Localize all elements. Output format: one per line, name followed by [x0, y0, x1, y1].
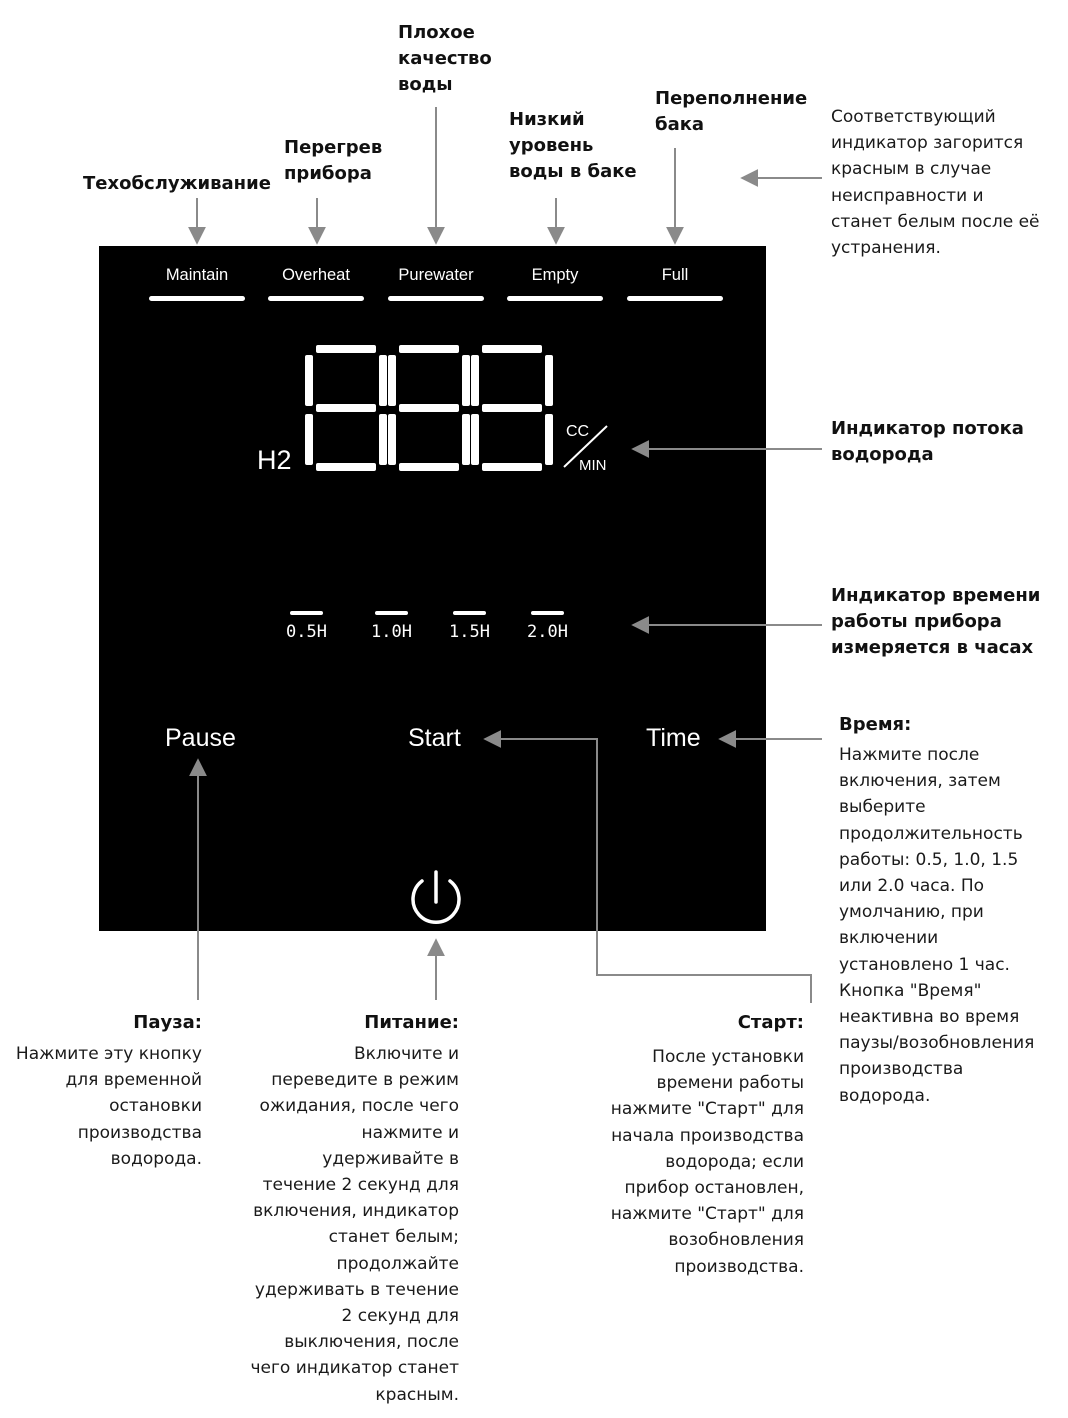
digit-segment — [388, 414, 396, 465]
digit-segment — [316, 404, 376, 412]
pause-help-line: остановки — [109, 1096, 202, 1117]
label-purewater-line: качество — [398, 48, 492, 69]
power-help-line: ожидания, после чего — [259, 1096, 459, 1117]
flow-title-line: водорода — [831, 444, 934, 465]
power-help-line: переведите в режим — [271, 1070, 459, 1091]
hour-option-2-0[interactable]: 2.0H — [527, 622, 568, 642]
time-help-line: Кнопка "Время" — [839, 980, 982, 1001]
hour-option-0-5[interactable]: 0.5H — [286, 622, 327, 642]
time-help-line: включения, затем — [839, 771, 1001, 792]
pause-button[interactable]: Pause — [165, 724, 236, 752]
power-help-line: красным. — [375, 1384, 459, 1405]
digit-segment — [482, 404, 542, 412]
label-maintain-text: Техобслуживание — [83, 173, 271, 194]
start-help-line: После установки — [652, 1047, 804, 1067]
indicator-purewater[interactable]: Purewater — [398, 266, 474, 284]
power-help-title: Питание: — [364, 1012, 459, 1033]
digit-segment — [482, 463, 542, 471]
start-help-line: водорода; если — [665, 1151, 804, 1172]
power-help-line: выключения, после — [284, 1332, 459, 1353]
seven-segment-display — [305, 345, 553, 471]
label-purewater-line: воды — [398, 74, 453, 95]
indicator-full[interactable]: Full — [661, 266, 689, 284]
start-help-line: производства. — [674, 1256, 804, 1277]
time-help-line: умолчанию, при — [839, 902, 984, 923]
power-help-text — [250, 1041, 459, 1408]
start-help-line: нажмите "Старт" для — [610, 1204, 804, 1225]
fault-note-line: индикатор загорится — [831, 133, 1024, 154]
digit-segment — [399, 404, 459, 412]
digit-segment — [545, 355, 553, 406]
label-empty-line: Низкий — [509, 109, 585, 130]
hour-option-1-5[interactable]: 1.5H — [449, 622, 490, 642]
start-help-line: начала производства — [611, 1125, 804, 1146]
hours-indicator-title — [831, 583, 1040, 661]
time-help-title: Время: — [839, 714, 912, 735]
hours-title-line: работы прибора — [831, 611, 1002, 632]
time-help-line: водорода. — [839, 1085, 931, 1106]
digit-segment — [545, 414, 553, 465]
digit-segment — [399, 463, 459, 471]
digit-segment — [471, 414, 479, 465]
label-empty-line: уровень — [509, 135, 594, 156]
time-help-line: неактивна во время — [839, 1007, 1020, 1028]
time-help-line: установлено 1 час. — [839, 954, 1010, 975]
pause-help-line: водорода. — [110, 1148, 202, 1169]
power-help-line: удерживать в течение — [254, 1279, 459, 1300]
time-help-line: или 2.0 часа. По — [839, 876, 985, 897]
power-help-line: нажмите и — [361, 1122, 459, 1143]
label-overheat-line: прибора — [284, 163, 372, 184]
time-help-line: производства — [839, 1059, 964, 1080]
digit-segment — [462, 355, 470, 406]
pause-help-line: для временной — [65, 1070, 202, 1091]
start-help-line: времени работы — [656, 1073, 804, 1094]
digit-segment — [379, 355, 387, 406]
digit-segment — [305, 355, 313, 406]
power-help-line: включения, индикатор — [253, 1201, 459, 1222]
hours-title-line: измеряется в часах — [831, 637, 1034, 658]
pause-help-line: производства — [77, 1122, 202, 1143]
digit-segment — [316, 463, 376, 471]
power-help-line: 2 секунд для — [341, 1306, 459, 1327]
digit-segment — [462, 414, 470, 465]
time-help-line: продолжительность — [839, 823, 1023, 844]
time-help-line: паузы/возобновления — [839, 1033, 1035, 1054]
unit-min: MIN — [579, 457, 607, 474]
flow-indicator-title — [831, 416, 1024, 468]
power-help-line: Включите и — [353, 1044, 459, 1064]
pause-help-line: Нажмите эту кнопку — [15, 1044, 202, 1064]
time-help-line: работы: 0.5, 1.0, 1.5 — [839, 849, 1019, 870]
label-full-line: Переполнение — [655, 88, 808, 109]
h2-label: H2 — [257, 445, 292, 475]
label-full-line: бака — [655, 114, 705, 135]
pause-help-title: Пауза: — [133, 1012, 202, 1033]
fault-note-line: неисправности и — [831, 185, 984, 206]
start-help-line: прибор остановлен, — [624, 1178, 804, 1199]
power-help-line: течение 2 секунд для — [262, 1175, 459, 1196]
unit-cc: CC — [566, 423, 590, 440]
start-button[interactable]: Start — [408, 724, 461, 752]
label-overheat-line: Перегрев — [284, 137, 383, 158]
fault-note-line: устранения. — [831, 238, 941, 259]
digit-segment — [471, 355, 479, 406]
start-help-title: Старт: — [737, 1012, 804, 1033]
arrow-start — [485, 739, 811, 1003]
flow-title-line: Индикатор потока — [831, 418, 1024, 439]
power-help-line: станет белым; — [328, 1227, 459, 1248]
pause-help-text — [16, 1041, 202, 1172]
digit-segment — [379, 414, 387, 465]
label-empty-line: воды в баке — [509, 161, 637, 182]
time-help-text — [839, 742, 1034, 1109]
indicator-overheat[interactable]: Overheat — [282, 266, 350, 284]
start-help-line: возобновления — [668, 1230, 804, 1251]
fault-note-line: станет белым после её — [831, 211, 1040, 232]
digit-segment — [482, 345, 542, 353]
digit-segment — [316, 345, 376, 353]
start-help-text — [611, 1044, 804, 1280]
power-help-line: продолжайте — [336, 1253, 459, 1274]
digit-segment — [305, 414, 313, 465]
time-help-line: Нажмите после — [839, 745, 980, 765]
unit-slash — [564, 426, 607, 467]
time-help-line: включении — [839, 928, 939, 949]
indicator-maintain[interactable]: Maintain — [165, 266, 229, 284]
power-icon[interactable] — [413, 872, 459, 922]
indicator-empty[interactable]: Empty — [531, 266, 579, 284]
power-help-line: удерживайте в — [322, 1148, 459, 1169]
time-help-line: выберите — [839, 797, 926, 818]
start-help-line: нажмите "Старт" для — [610, 1099, 804, 1120]
fault-note-line: Соответствующий — [831, 107, 996, 127]
hour-option-1-0[interactable]: 1.0H — [371, 622, 412, 642]
digit-segment — [388, 355, 396, 406]
digit-segment — [399, 345, 459, 353]
power-help-line: чего индикатор станет — [250, 1358, 459, 1379]
time-button[interactable]: Time — [646, 724, 701, 752]
hours-title-line: Индикатор времени — [831, 585, 1041, 606]
label-purewater-line: Плохое — [398, 22, 475, 43]
fault-note-line: красным в случае — [831, 159, 992, 180]
